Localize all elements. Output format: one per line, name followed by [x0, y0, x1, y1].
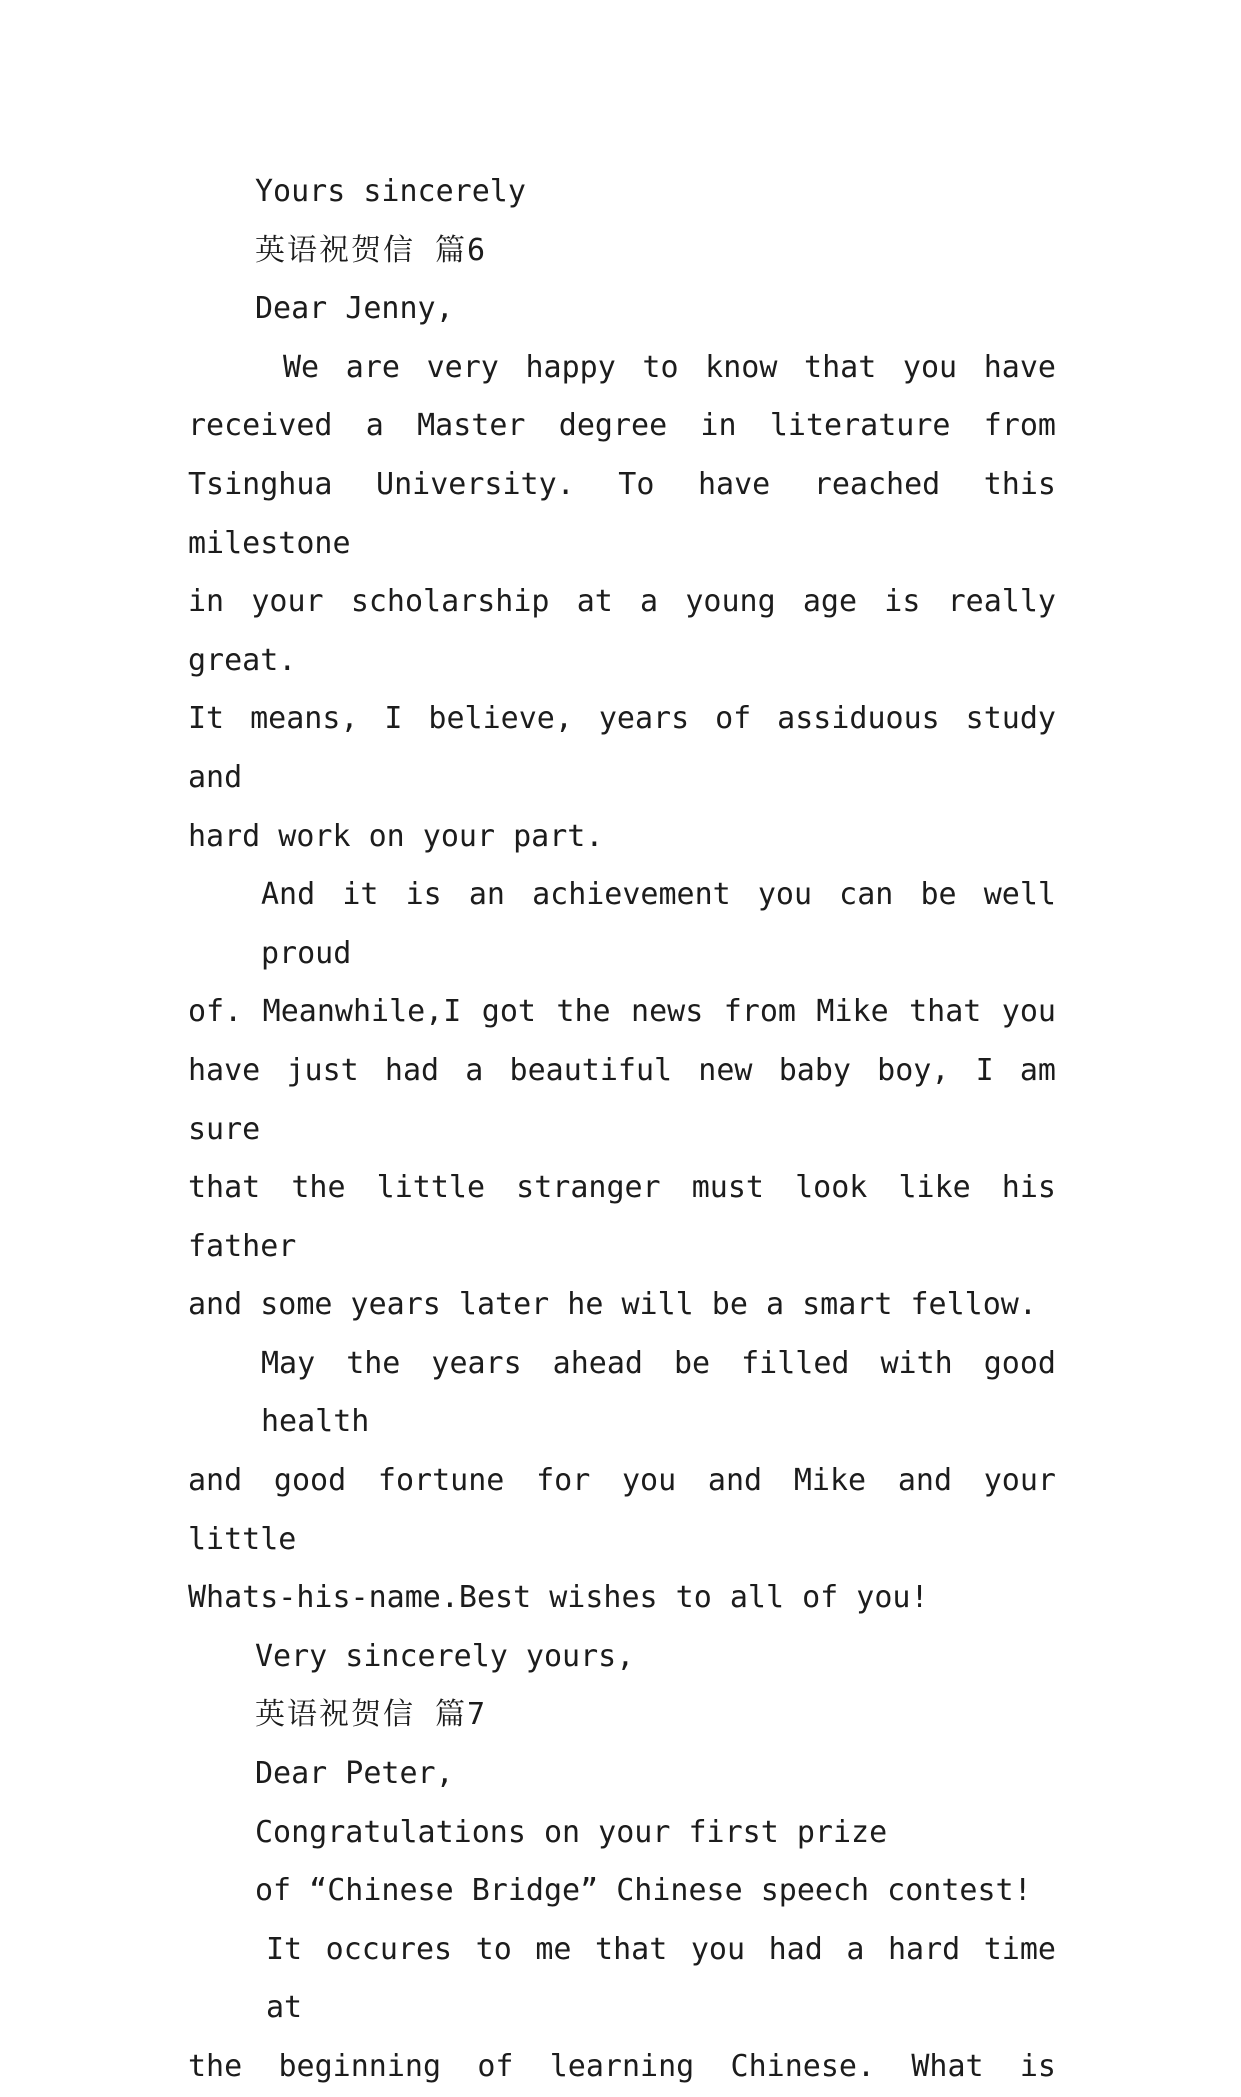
paragraph-line: have just had a beautiful new baby boy, I am sure: [188, 1052, 1056, 1147]
paragraph-line: hard work on your part.: [188, 818, 604, 854]
letter-text-column: [188, 163, 1056, 2097]
salutation-dear-peter: Dear Peter,: [255, 1756, 454, 1792]
paragraph-line: the beginning of learning Chinese. What is: [188, 2049, 1056, 2084]
paragraph-line: of. Meanwhile,I got the news from Mike that you: [188, 994, 1056, 1030]
contest-line: of “Chinese Bridge” Chinese speech contest!: [255, 1873, 1032, 1909]
heading-letter-7: 英语祝贺信 篇7: [255, 1697, 488, 1733]
paragraph-line: We are very happy to know that you have: [283, 349, 1056, 385]
paragraph-line: and good fortune for you and Mike and your little: [188, 1463, 1056, 1557]
paragraph-line: And it is an achievement you can be well proud: [261, 877, 1056, 971]
congratulations-line: Congratulations on your first prize: [255, 1814, 888, 1850]
paragraph-line: that the little stranger must look like his father: [188, 1170, 1056, 1264]
salutation-dear-jenny: Dear Jenny,: [255, 291, 454, 327]
paragraph-line: Tsinghua University. To have reached this milestone: [188, 466, 1056, 561]
heading-letter-6: 英语祝贺信 篇6: [255, 232, 488, 268]
letter-6-paragraph-2: [188, 866, 1056, 1335]
letter-7-paragraph-1: [188, 1921, 1056, 2097]
closing-yours-sincerely: Yours sincerely: [255, 174, 526, 209]
paragraph-line: It occures to me that you had a hard time at: [266, 1931, 1056, 2026]
paragraph-line: It means, I believe, years of assiduous study and: [188, 701, 1056, 795]
letter-6-paragraph-1: [188, 339, 1056, 866]
closing-very-sincerely-yours: Very sincerely yours,: [255, 1638, 635, 1674]
paragraph-line: in your scholarship at a young age is really great.: [188, 584, 1056, 678]
paragraph-line: received a Master degree in literature from: [188, 408, 1056, 444]
paragraph-line: Whats-his-name.Best wishes to all of you!: [188, 1580, 929, 1616]
paragraph-line: May the years ahead be filled with good health: [261, 1345, 1056, 1440]
letter-6-paragraph-3: [188, 1335, 1056, 1628]
paragraph-line: and some years later he will be a smart fellow.: [188, 1287, 1037, 1323]
